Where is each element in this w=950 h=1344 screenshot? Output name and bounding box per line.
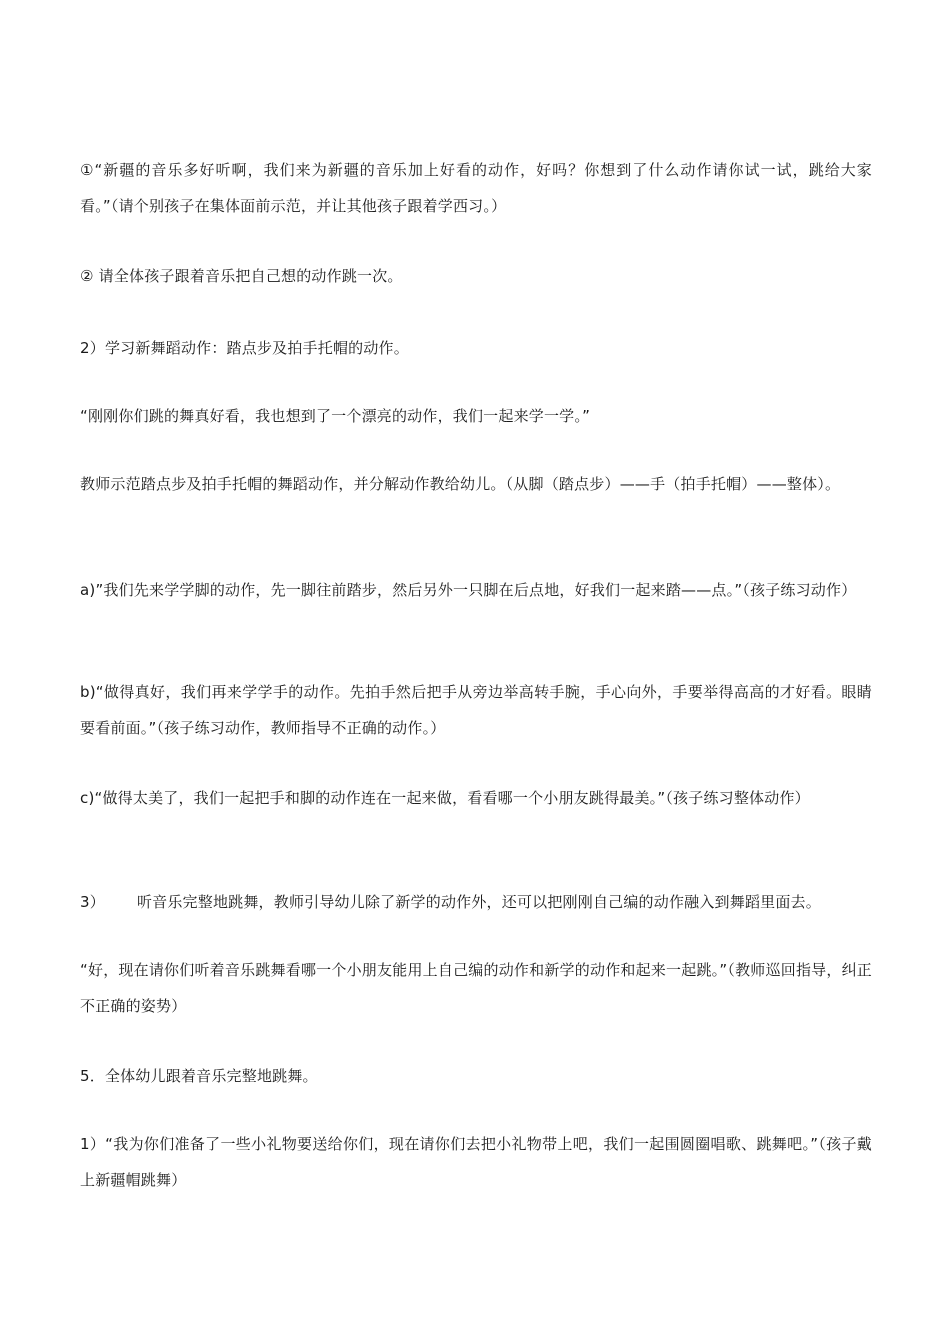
- paragraph-learn-new-moves: 2）学习新舞蹈动作：踏点步及拍手托帽的动作。: [80, 339, 409, 357]
- paragraph-step-b: b)“做得真好，我们再来学学手的动作。先拍手然后把手从旁边举高转手腕，手心向外，手要举得高高的才好看。眼睛要看前面。”（孩子练习动作，教师指导不正确的动作。）: [80, 683, 872, 737]
- step-3-text: 听音乐完整地跳舞，教师引导幼儿除了新学的动作外，还可以把刚刚自己编的动作融入到舞蹈里面去。: [136, 893, 821, 911]
- paragraph-section-5: 5．全体幼儿跟着音乐完整地跳舞。: [80, 1067, 318, 1085]
- paragraph-intro-dance: ①“新疆的音乐多好听啊，我们来为新疆的音乐加上好看的动作，好吗？你想到了什么动作请你试一试，跳给大家看。”（请个别孩子在集体面前示范，并让其他孩子跟着学西习。）: [80, 161, 872, 215]
- paragraph-step-a: a)”我们先来学学脚的动作，先一脚往前踏步，然后另外一只脚在后点地，好我们一起来踏——点。”（孩子练习动作）: [80, 581, 857, 599]
- paragraph-gifts: 1）“我为你们准备了一些小礼物要送给你们，现在请你们去把小礼物带上吧，我们一起围圆圈唱歌、跳舞吧。”（孩子戴上新疆帽跳舞）: [80, 1135, 872, 1189]
- step-3-number: 3）: [80, 893, 105, 911]
- paragraph-teacher-demo: 教师示范踏点步及拍手托帽的舞蹈动作，并分解动作教给幼儿。（从脚（踏点步）——手（拍手托帽）——整体）。: [80, 475, 841, 493]
- paragraph-teacher-quote: “刚刚你们跳的舞真好看，我也想到了一个漂亮的动作，我们一起来学一学。”: [80, 407, 591, 425]
- paragraph-all-children-dance: ② 请全体孩子跟着音乐把自己想的动作跳一次。: [80, 267, 403, 285]
- paragraph-step-3: [80, 884, 872, 920]
- paragraph-free-dance: “好，现在请你们听着音乐跳舞看哪一个小朋友能用上自己编的动作和新学的动作和起来一起跳。”（教师巡回指导，纠正不正确的姿势）: [80, 961, 872, 1015]
- paragraph-step-c: c)“做得太美了，我们一起把手和脚的动作连在一起来做，看看哪一个小朋友跳得最美。”（孩子练习整体动作）: [80, 789, 810, 807]
